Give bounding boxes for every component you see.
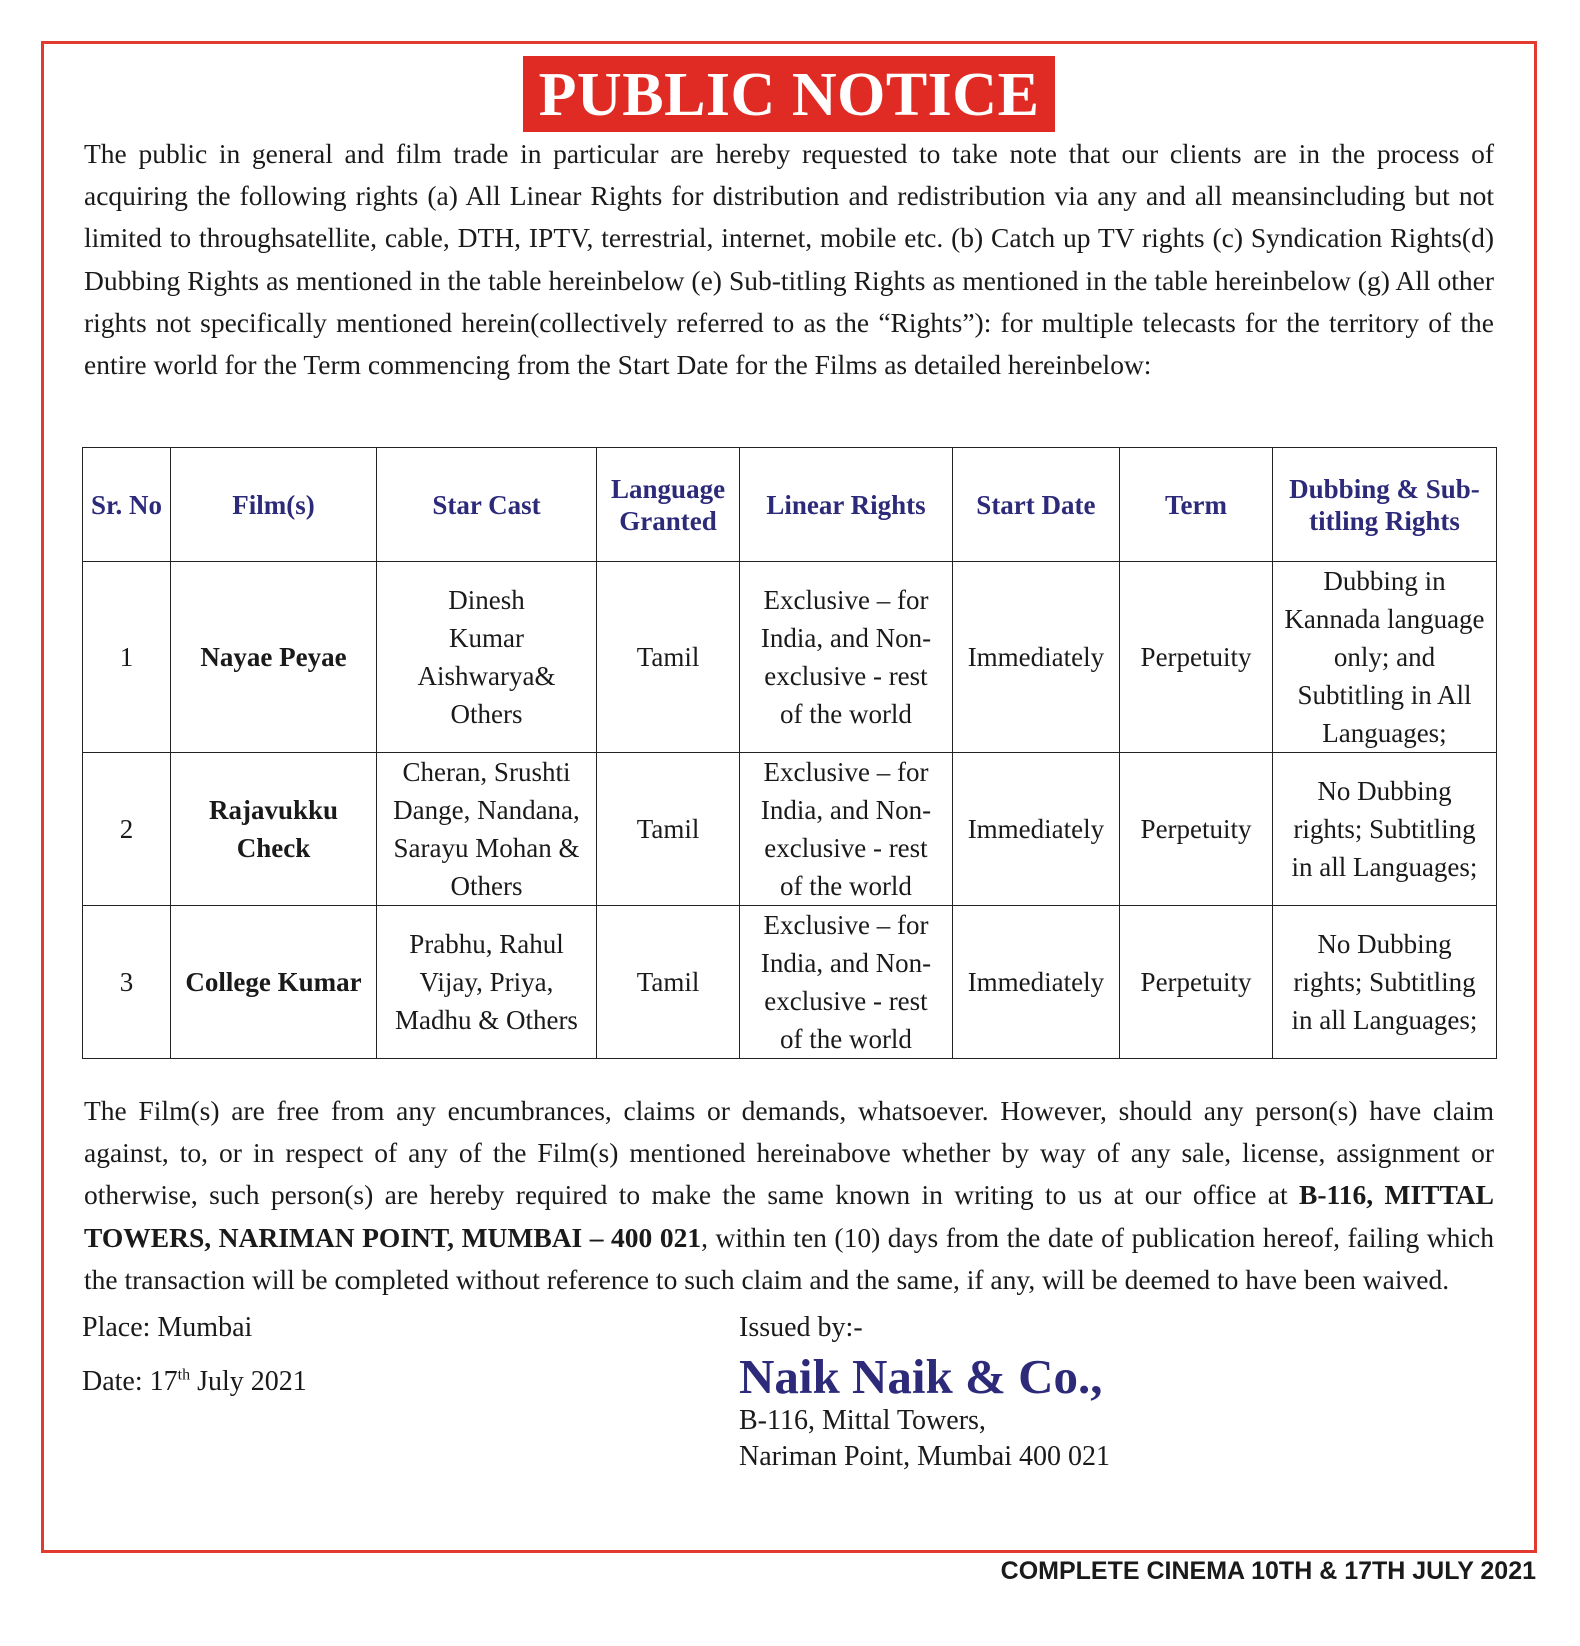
header-films: Film(s) <box>170 448 376 562</box>
cell-cast: Cheran, Srushti Dange, Nandana, Sarayu Mohan & Others <box>377 753 597 906</box>
cell-film: College Kumar <box>170 906 376 1059</box>
cell-start: Immediately <box>952 906 1119 1059</box>
cell-term: Perpetuity <box>1120 906 1273 1059</box>
notice-title: PUBLIC NOTICE <box>523 56 1056 132</box>
firm-address-line-1: B-116, Mittal Towers, <box>739 1405 986 1436</box>
table-row <box>83 562 1497 753</box>
intro-paragraph: The public in general and film trade in particular are hereby requested to take note that our clients are in the process of acquiring the following rights (a) All Linear Rights for distribution and redistribution via any and all meansincluding but not limited to throughsatellite, cable, DTH, IPTV, terrestrial, internet, mobile etc. (b) Catch up TV rights (c) Syndication Rights(d) Dubbing Rights as mentioned in the table hereinbelow (e) Sub-titling Rights as mentioned in the table hereinbelow (g) All other rights not specifically mentioned herein(collectively referred to as the “Rights”): for multiple telecasts for the territory of the entire world for the Term commencing from the Start Date for the Films as detailed hereinbelow: <box>84 138 1494 381</box>
cell-cast: Dinesh Kumar Aishwarya& Others <box>377 562 597 753</box>
cell-term: Perpetuity <box>1120 753 1273 906</box>
cell-dubbing: No Dubbing rights; Subtitling in all Languages; <box>1272 753 1496 906</box>
cell-film: Rajavukku Check <box>170 753 376 906</box>
cell-start: Immediately <box>952 753 1119 906</box>
cell-linear: Exclusive – for India, and Non-exclusive - rest of the world <box>740 753 952 906</box>
date-line <box>82 1366 307 1398</box>
issued-by-label: Issued by:- <box>739 1312 863 1343</box>
cell-cast: Prabhu, Rahul Vijay, Priya, Madhu & Others <box>377 906 597 1059</box>
title-banner <box>44 56 1534 132</box>
cell-language: Tamil <box>596 562 739 753</box>
header-sr-no: Sr. No <box>83 448 171 562</box>
date-prefix: Date: 17 <box>82 1366 178 1397</box>
table-header-row <box>83 448 1497 562</box>
header-dubbing: Dubbing & Sub-titling Rights <box>1272 448 1496 562</box>
notice-frame <box>41 41 1537 1553</box>
cell-film: Nayae Peyae <box>170 562 376 753</box>
header-language: Language Granted <box>596 448 739 562</box>
cell-dubbing: No Dubbing rights; Subtitling in all Languages; <box>1272 906 1496 1059</box>
cell-start: Immediately <box>952 562 1119 753</box>
films-table <box>82 447 1497 1059</box>
header-start-date: Start Date <box>952 448 1119 562</box>
cell-sr: 2 <box>83 753 171 906</box>
header-linear-rights: Linear Rights <box>740 448 952 562</box>
cell-linear: Exclusive – for India, and Non-exclusive - rest of the world <box>740 906 952 1059</box>
cell-linear: Exclusive – for India, and Non-exclusive - rest of the world <box>740 562 952 753</box>
closing-text-1: The Film(s) are free from any encumbrances, claims or demands, whatsoever. However, should any person(s) have claim against, to, or in respect of any of the Film(s) mentioned hereinabove whether by way of any sale, license, assignment or otherwise, such person(s) are hereby required to make the same known in writing to us at our office at <box>84 1095 1494 1211</box>
table-row <box>83 906 1497 1059</box>
table-row <box>83 753 1497 906</box>
office-address: B-116, MITTAL TOWERS, NARIMAN POINT, MUMBAI – 400 021 <box>84 1179 1494 1253</box>
header-term: Term <box>1120 448 1273 562</box>
header-star-cast: Star Cast <box>377 448 597 562</box>
cell-dubbing: Dubbing in Kannada language only; and Subtitling in All Languages; <box>1272 562 1496 753</box>
cell-sr: 3 <box>83 906 171 1059</box>
firm-address-line-2: Nariman Point, Mumbai 400 021 <box>739 1441 1110 1472</box>
publication-footer: COMPLETE CINEMA 10TH & 17TH JULY 2021 <box>1000 1557 1536 1585</box>
date-suffix-ordinal: th <box>177 1366 191 1384</box>
closing-paragraph <box>84 1090 1494 1301</box>
closing-text-2: , within ten (10) days from the date of publication hereof, failing which the transaction will be completed without reference to such claim and the same, if any, will be deemed to have been waived. <box>84 1221 1494 1295</box>
place-line: Place: Mumbai <box>82 1312 253 1343</box>
cell-language: Tamil <box>596 906 739 1059</box>
date-month-year: July 2021 <box>190 1366 307 1397</box>
firm-name: Naik Naik & Co., <box>739 1349 1103 1404</box>
cell-language: Tamil <box>596 753 739 906</box>
cell-term: Perpetuity <box>1120 562 1273 753</box>
cell-sr: 1 <box>83 562 171 753</box>
